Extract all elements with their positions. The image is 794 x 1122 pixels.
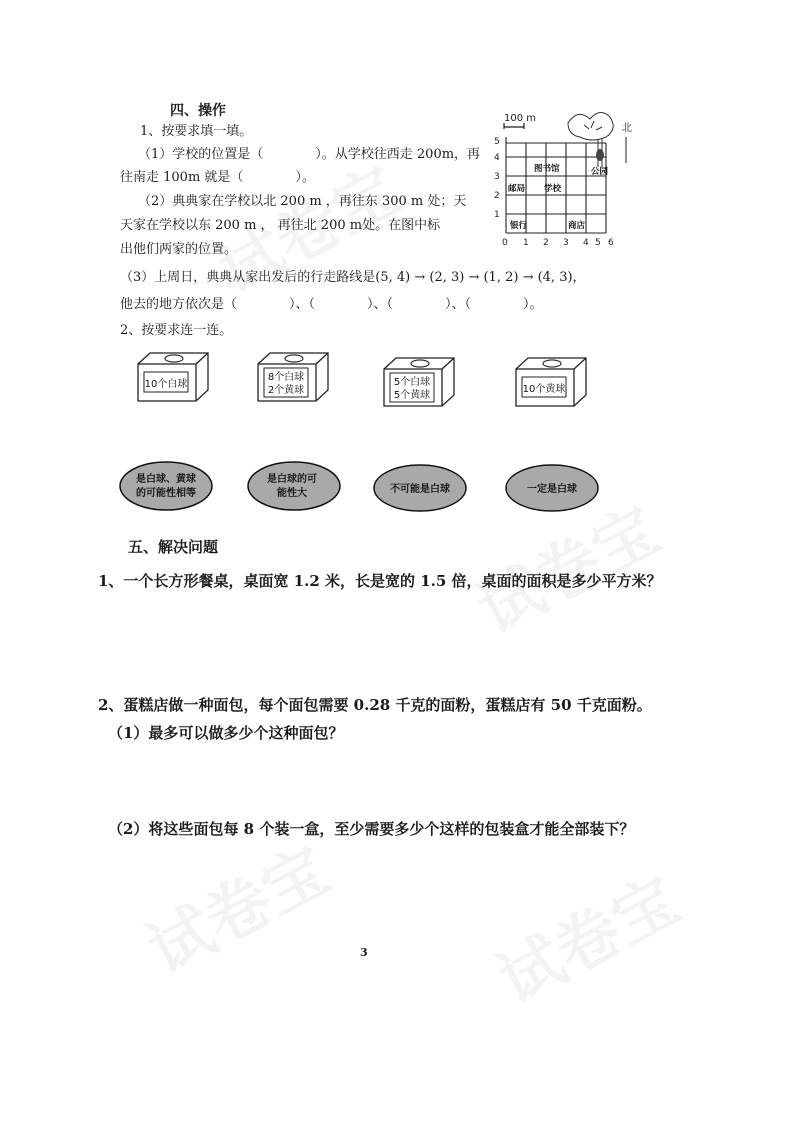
north-label: 北 xyxy=(622,123,632,134)
oval-1-line-1: 是白球、黄球 xyxy=(136,474,196,485)
box-1-line-1: 10个白球 xyxy=(144,379,188,390)
box-3-line-2: 5个黄球 xyxy=(393,390,431,401)
x-tick: 2 xyxy=(543,238,549,248)
question-1-1-line1: （1）学校的位置是（ ）。从学校往西走 200m，再 xyxy=(138,147,481,162)
ball-box-3 xyxy=(380,355,460,410)
x-tick: 5 xyxy=(595,238,601,248)
box-4-line-1: 10个黄球 xyxy=(522,384,566,395)
watermark xyxy=(480,850,693,1021)
oval-1-line-2: 的可能性相等 xyxy=(136,488,196,499)
question-2-title: 2、按要求连一连。 xyxy=(120,323,233,338)
x-tick: 0 xyxy=(502,238,508,248)
section-4-title: 四、操作 xyxy=(170,103,226,119)
oval-2-line-2: 能性大 xyxy=(277,488,307,499)
oval-3-line-1: 不可能是白球 xyxy=(390,484,450,495)
question-1-2-line3: 出他们两家的位置。 xyxy=(120,242,238,257)
x-tick: 1 xyxy=(523,238,529,248)
scale-label: 100 m xyxy=(504,113,537,124)
oval-2-line-1: 是白球的可 xyxy=(267,474,317,485)
likelihood-oval-2 xyxy=(244,458,344,514)
place-shop: 商店 xyxy=(568,221,586,231)
y-tick: 3 xyxy=(494,172,500,182)
page-number: 3 xyxy=(360,946,368,959)
coordinate-map xyxy=(488,103,648,253)
ball-box-2 xyxy=(254,350,334,405)
question-1-1-line2: 往南走 100m 就是（ ）。 xyxy=(120,170,315,185)
box-2-line-1: 8个白球 xyxy=(267,372,305,383)
problem-2: 2、蛋糕店做一种面包，每个面包需要 0.28 千克的面粉，蛋糕店有 50 千克面粉。 xyxy=(98,696,652,714)
problem-2-2: （2）将这些面包每 8 个装一盒，至少需要多少个这样的包装盒才能全部装下？ xyxy=(108,820,635,838)
problem-1: 1、一个长方形餐桌，桌面宽 1.2 米，长是宽的 1.5 倍，桌面的面积是多少平方米？ xyxy=(98,572,662,590)
question-1-title: 1、按要求填一填。 xyxy=(140,124,253,139)
place-park: 公园 xyxy=(591,167,609,177)
question-1-3-line1: （3）上周日，典典从家出发后的行走路线是(5, 4) → (2, 3) → (1, 2) → (4, 3)， xyxy=(120,270,586,285)
place-post-office: 邮局 xyxy=(508,184,526,194)
y-tick: 5 xyxy=(494,137,500,147)
y-tick: 2 xyxy=(494,191,500,201)
x-tick: 6 xyxy=(608,238,614,248)
x-tick: 3 xyxy=(563,238,569,248)
y-tick: 4 xyxy=(494,153,500,163)
place-bank: 银行 xyxy=(510,221,528,231)
x-tick: 4 xyxy=(583,238,589,248)
section-5-title: 五、解决问题 xyxy=(128,538,219,556)
place-library: 图书馆 xyxy=(534,164,560,174)
likelihood-oval-1 xyxy=(116,458,216,514)
place-school: 学校 xyxy=(544,184,562,194)
scale-bar xyxy=(504,113,536,129)
watermark xyxy=(130,820,343,991)
oval-4-line-1: 一定是白球 xyxy=(527,484,577,495)
question-1-2-line2: 天家在学校以东 200 m ， 再往北 200 m处。在图中标 xyxy=(120,218,441,233)
ball-box-1 xyxy=(134,350,214,405)
question-1-2-line1: （2）典典家在学校以北 200 m ，再往东 300 m 处；天 xyxy=(138,194,467,209)
likelihood-oval-3 xyxy=(370,460,470,516)
problem-2-1: （1）最多可以做多少个这种面包？ xyxy=(108,724,344,742)
y-tick: 1 xyxy=(494,210,500,220)
box-3-line-1: 5个白球 xyxy=(393,377,431,388)
box-2-line-2: 2个黄球 xyxy=(267,385,305,396)
ball-box-4 xyxy=(512,355,592,410)
question-1-3-line2: 他去的地方依次是（ ）、（ ）、（ ）、（ ）。 xyxy=(120,297,543,312)
likelihood-oval-4 xyxy=(502,460,602,516)
